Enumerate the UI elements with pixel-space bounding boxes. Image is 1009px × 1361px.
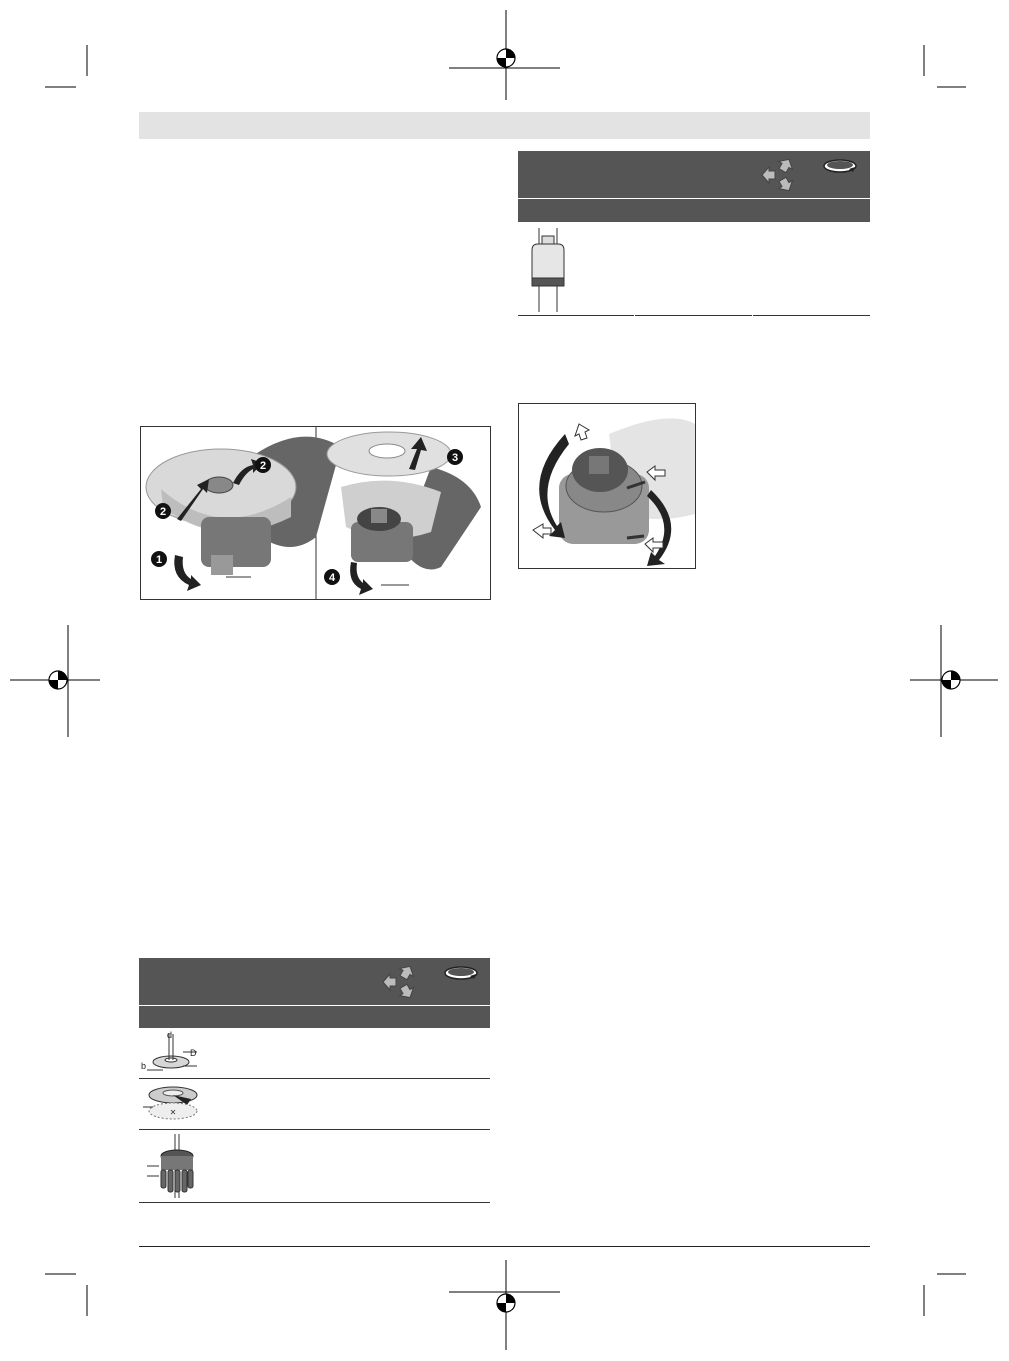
svg-text:2: 2	[259, 460, 267, 472]
step-badge-4	[324, 569, 340, 585]
right-table-col-divider	[752, 314, 753, 316]
left-table-rule	[139, 1202, 490, 1203]
registration-target-top	[497, 49, 515, 67]
svg-text:2: 2	[159, 506, 167, 518]
page-header-band	[139, 112, 870, 139]
rotate-arrows-icon	[379, 961, 423, 1003]
svg-text:1: 1	[155, 554, 163, 566]
svg-text:3: 3	[451, 452, 459, 464]
page-footer-rule	[139, 1246, 870, 1247]
right-table-header	[518, 151, 870, 198]
left-table-row-cutting-disc	[139, 1028, 490, 1078]
registration-target-right	[942, 671, 960, 689]
svg-text:4: 4	[328, 572, 336, 584]
figure-gear-head-rotation	[518, 403, 696, 569]
right-table-bottom-rule	[518, 315, 870, 316]
left-table-row-cup-brush	[139, 1130, 490, 1202]
right-table-subheader	[518, 199, 870, 222]
step-badge-1	[151, 551, 167, 567]
direction-ring-icon	[821, 157, 859, 175]
left-table-subheader	[139, 1006, 490, 1028]
grinder-left-illustration	[146, 437, 341, 591]
label-D: D	[190, 1048, 197, 1058]
figure-disc-change	[140, 426, 491, 600]
flap-disc-icon	[139, 1081, 203, 1129]
step-badge-3	[447, 449, 463, 465]
core-bit-icon	[526, 228, 566, 312]
cup-brush-icon	[139, 1132, 203, 1200]
left-table-row-flap-disc	[139, 1079, 490, 1129]
label-b: b	[141, 1061, 147, 1071]
right-table-row	[518, 222, 870, 315]
registration-target-left	[49, 671, 67, 689]
step-badge-2b	[255, 457, 271, 473]
right-table-col-divider	[634, 314, 635, 316]
arrow-rotate-icon	[174, 555, 201, 591]
direction-ring-icon	[442, 964, 480, 982]
left-table-header	[139, 958, 490, 1005]
step-badge-2a	[155, 503, 171, 519]
registration-target-bottom	[497, 1294, 515, 1312]
label-d: d	[167, 1030, 173, 1040]
rotate-arrows-icon	[758, 154, 802, 196]
svg-text:✕: ✕	[169, 1108, 177, 1117]
